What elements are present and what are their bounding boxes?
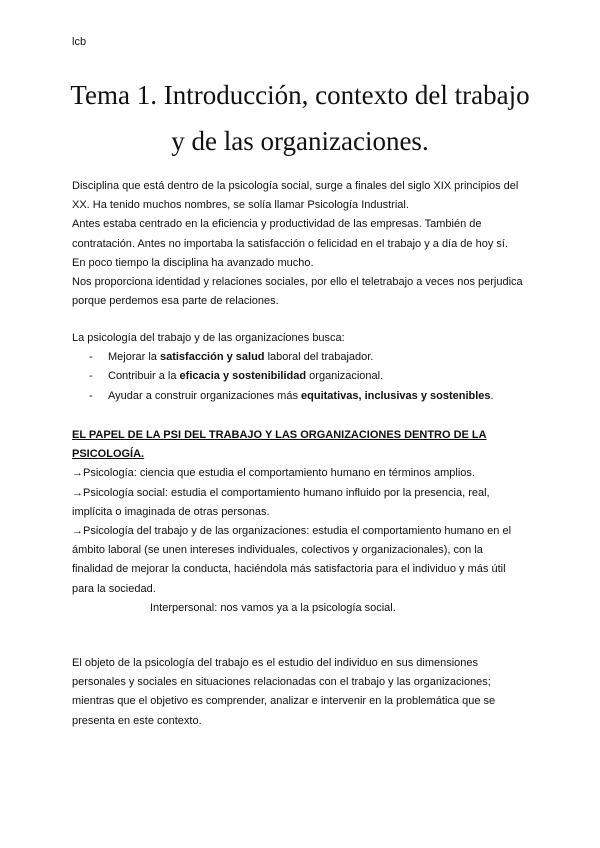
section-line: implícita o imaginada de otras personas.: [72, 505, 270, 518]
bullet-text: Contribuir a la: [108, 370, 180, 383]
page-title: [40, 72, 560, 164]
intro-line: Disciplina que está dentro de la psicología social, surge a finales del siglo XIX principios del: [72, 180, 519, 192]
conclusion-paragraph: [72, 654, 537, 731]
section-line: →Psicología del trabajo y de las organizaciones: estudia el comportamiento humano en el: [72, 525, 512, 538]
header-label: lcb: [72, 36, 87, 48]
purpose-section: [72, 329, 537, 406]
intro-line: En poco tiempo la disciplina ha avanzado mucho.: [72, 256, 314, 269]
conclusion-line: El objeto de la psicología del trabajo es el estudio del individuo en sus dimensiones: [72, 657, 479, 669]
section-line: finalidad de mejorar la conducta, haciéndola más satisfactoria para el individuo y más útil: [72, 563, 506, 576]
title-line-1: Tema 1. Introducción, contexto del trabajo: [70, 80, 530, 110]
bullet-text: Mejorar la: [108, 351, 160, 364]
bullet-emphasis: satisfacción y salud: [159, 351, 265, 364]
section-line: →Psicología social: estudia el comportamiento humano influido por la presencia, real,: [72, 486, 490, 499]
intro-line: Antes estaba centrado en la eficiencia y productividad de las empresas. También de: [72, 218, 482, 231]
indented-note: Interpersonal: nos vamos ya a la psicología social.: [150, 601, 396, 614]
title-line-2: y de las organizaciones.: [171, 126, 429, 156]
section-line: →Psicología: ciencia que estudia el comportamiento humano en términos amplios.: [72, 467, 475, 480]
section-line: ámbito laboral (se unen intereses individuales, colectivos y organizacionales), con la: [72, 544, 483, 557]
conclusion-line: personales y sociales en situaciones relacionadas con el trabajo y las organizaciones;: [72, 676, 491, 689]
section-heading: [72, 426, 537, 464]
intro-line: Nos proporciona identidad y relaciones sociales, por ello el teletrabajo a veces nos perjudica: [72, 276, 523, 289]
section-heading-line: PSICOLOGÍA.: [72, 448, 145, 461]
list-item: [72, 348, 537, 367]
bullet-text: .: [490, 389, 494, 402]
section-heading-line: EL PAPEL DE LA PSI DEL TRABAJO Y LAS ORGANIZACIONES DENTRO DE LA: [72, 429, 487, 441]
bullet-emphasis: eficacia y sostenibilidad: [179, 370, 307, 383]
intro-line: contratación. Antes no importaba la satisfacción o felicidad en el trabajo y a día de hoy sí.: [72, 237, 508, 250]
bullet-text: Ayudar a construir organizaciones más: [108, 389, 302, 402]
conclusion-line: presenta en este contexto.: [72, 714, 202, 727]
purpose-list: [72, 348, 537, 406]
bullet-text: laboral del trabajador.: [264, 351, 374, 364]
conclusion-line: mientras que el objetivo es comprender, analizar e intervenir en la problemática que se: [72, 695, 496, 708]
list-item: [72, 367, 537, 386]
list-item: [72, 387, 537, 406]
intro-line: porque perdemos esa parte de relaciones.: [72, 295, 279, 308]
intro-line: XX. Ha tenido muchos nombres, se solía llamar Psicología Industrial.: [72, 199, 409, 212]
section-line: para la sociedad.: [72, 582, 156, 595]
purpose-lead: La psicología del trabajo y de las organizaciones busca:: [72, 332, 345, 344]
role-section: [72, 426, 537, 618]
bullet-text: organizacional.: [306, 370, 384, 383]
intro-paragraph: [72, 177, 537, 311]
bullet-emphasis: equitativas, inclusivas y sostenibles: [301, 389, 491, 402]
